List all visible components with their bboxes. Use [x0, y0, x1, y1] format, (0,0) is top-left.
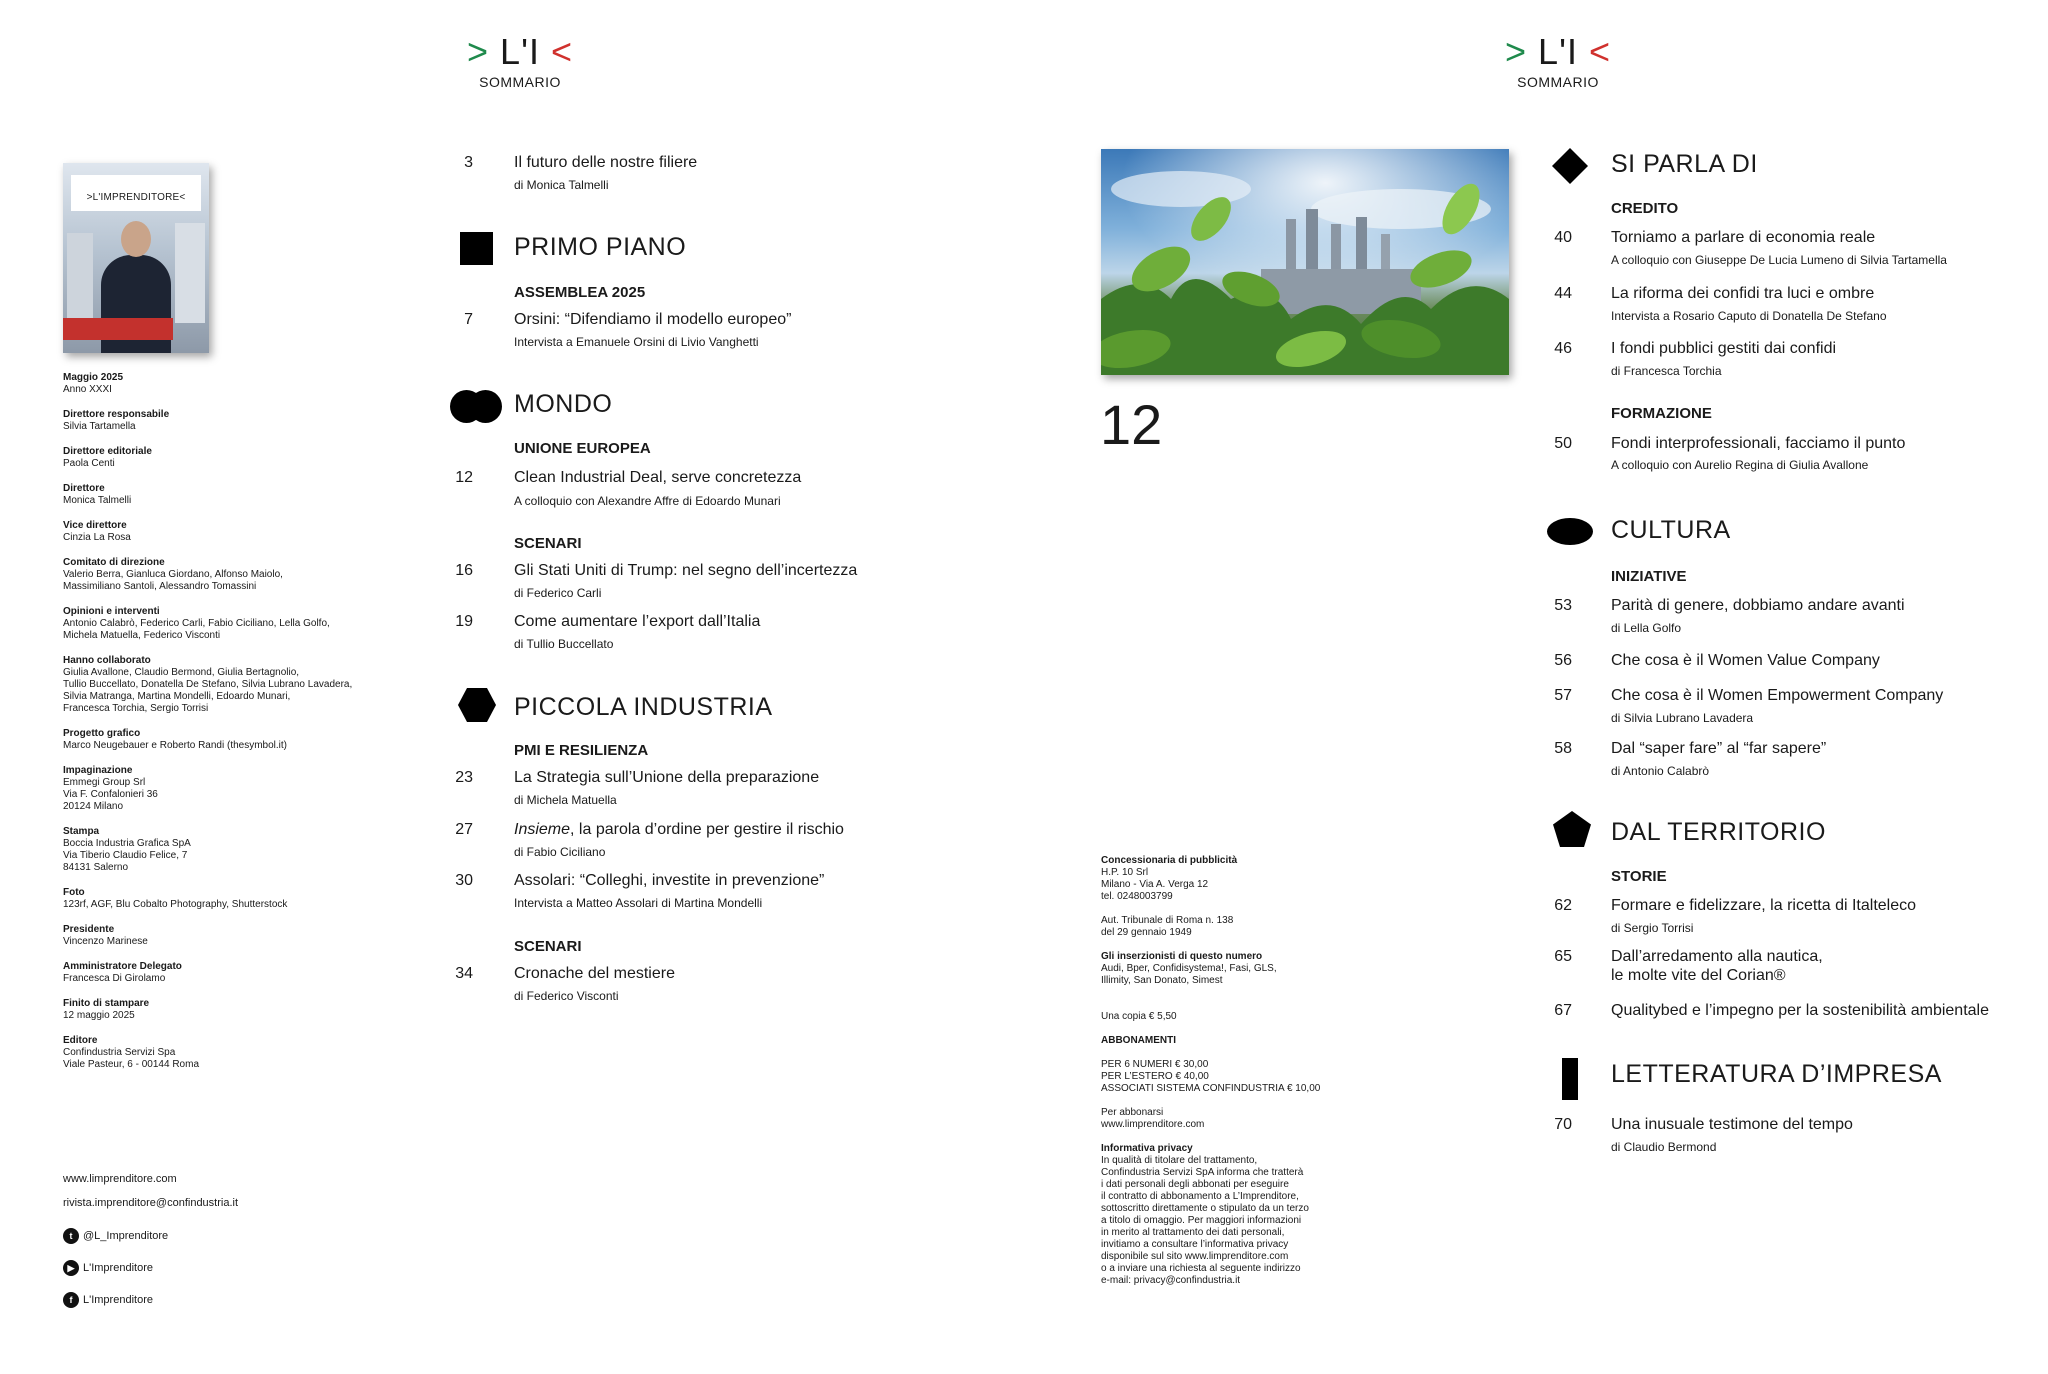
section-heading: CULTURA — [1611, 516, 1731, 544]
page-number: 46 — [1554, 340, 1572, 357]
colophon-entry — [63, 887, 383, 911]
colophon-entry — [63, 557, 383, 593]
colophon-entry — [63, 606, 383, 642]
article-title[interactable]: Torniamo a parlare di economia reale — [1611, 229, 1876, 246]
page-number: 53 — [1554, 597, 1572, 614]
article-title[interactable]: Assolari: “Colleghi, investite in prevenzione” — [514, 872, 825, 889]
logo-left — [460, 32, 580, 90]
colophon-entry-text: 12 maggio 2025 — [63, 1010, 135, 1021]
article-byline: di Fabio Ciciliano — [514, 845, 606, 859]
page-number: 16 — [455, 562, 473, 579]
imprint-entry-label: Informativa privacy — [1101, 1143, 1193, 1154]
cover-title: >L'IMPRENDITORE< — [71, 175, 201, 211]
facebook-link[interactable]: f L'Imprenditore — [63, 1284, 238, 1316]
colophon-entry-label: Comitato di direzione — [63, 557, 165, 568]
colophon-entry — [63, 998, 383, 1022]
imprint-entry-text: Aut. Tribunale di Roma n. 138 del 29 gennaio 1949 — [1101, 915, 1234, 938]
category-label: INIZIATIVE — [1611, 568, 1687, 585]
facebook-icon: f — [63, 1292, 79, 1308]
cover-banner — [63, 318, 173, 340]
category-label: UNIONE EUROPEA — [514, 440, 651, 457]
article-byline: di Michela Matuella — [514, 793, 617, 807]
factory-leaves-illustration — [1101, 149, 1509, 375]
colophon-entry-label: Maggio 2025 — [63, 372, 124, 383]
page-number: 50 — [1554, 435, 1572, 452]
colophon-entry — [63, 483, 383, 507]
imprint-entry — [1101, 915, 1361, 939]
colophon-entry-label: Hanno collaborato — [63, 655, 151, 666]
colophon-entry-label: Finito di stampare — [63, 998, 150, 1009]
cover-building — [67, 233, 93, 323]
feature-page-number: 12 — [1100, 393, 1163, 456]
colophon-entry-text: Valerio Berra, Gianluca Giordano, Alfonso Maiolo, Massimiliano Santoli, Alessandro Tomassini — [63, 569, 283, 592]
category-label: FORMAZIONE — [1611, 405, 1712, 422]
imprint-entry-label: Gli inserzionisti di questo numero — [1101, 951, 1263, 962]
pentagon-icon — [1553, 811, 1591, 847]
twitter-icon: t — [63, 1228, 79, 1244]
colophon-entry — [63, 728, 383, 752]
colophon-entry-label: Direttore responsabile — [63, 409, 170, 420]
logo-subtitle: SOMMARIO — [479, 74, 561, 90]
article-title[interactable]: Gli Stati Uniti di Trump: nel segno dell’incertezza — [514, 562, 858, 579]
colophon-entry-text: Francesca Di Girolamo — [63, 973, 166, 984]
article-byline: di Tullio Buccellato — [514, 637, 614, 651]
page-number: 58 — [1554, 740, 1572, 757]
article-byline: A colloquio con Alexandre Affre di Edoardo Munari — [514, 494, 781, 508]
colophon-entry-label: Editore — [63, 1035, 98, 1046]
diamond-icon — [1552, 148, 1588, 184]
page-number: 40 — [1554, 229, 1572, 246]
imprint-entry — [1101, 951, 1361, 987]
ellipse-icon — [1547, 518, 1593, 545]
colophon-entry — [63, 826, 383, 874]
imprint-entry-label: ABBONAMENTI — [1101, 1035, 1176, 1046]
page-number: 34 — [455, 965, 473, 982]
imprint-entry-text: In qualità di titolare del trattamento, Confindustria Servizi SpA informa che tratterà i dati personali degli abbonati per eseguire il contratto di abbonamento a L’Imprenditore, sottoscritto direttamente o stipulato da un terzo a titolo di omaggio. Per maggiori informazioni in merito al trattamento dei dati personali, invitiamo a consultare l’informativa privacy disponibile sul sito www.limprenditore.com o a inviare una richiesta al seguente indirizzo e-mail: privacy@confindustria.it — [1101, 1155, 1309, 1286]
colophon-entry-text: Marco Neugebauer e Roberto Randi (thesymbol.it) — [63, 740, 287, 751]
article-byline: di Federico Visconti — [514, 989, 619, 1003]
imprint-entry-text: Una copia € 5,50 — [1101, 1011, 1177, 1022]
page-number: 7 — [464, 311, 473, 328]
article-byline: di Monica Talmelli — [514, 178, 609, 192]
colophon-entry-label: Opinioni e interventi — [63, 606, 160, 617]
imprint-entry-text: Per abbonarsi www.limprenditore.com — [1101, 1107, 1205, 1130]
article-title[interactable]: Come aumentare l’export dall’Italia — [514, 613, 761, 630]
article-title[interactable]: Che cosa è il Women Empowerment Company — [1611, 687, 1944, 704]
colophon-entry-text: Giulia Avallone, Claudio Bermond, Giulia Bertagnolio, Tullio Buccellato, Donatella De Stefano, Silvia Lubrano Lavadera, Silvia Matranga, Martina Mondelli, Edoardo Munari, Francesca Torchia, Sergio Torrisi — [63, 667, 353, 714]
article-title[interactable]: Che cosa è il Women Value Company — [1611, 652, 1880, 669]
page-number: 3 — [464, 154, 473, 171]
page-number: 19 — [455, 613, 473, 630]
imprint-entry-text: Audi, Bper, Confidisystema!, Fasi, GLS, Illimity, San Donato, Simest — [1101, 963, 1277, 986]
imprint-entry — [1101, 1107, 1361, 1131]
colophon-entry-label: Direttore editoriale — [63, 446, 152, 457]
article-byline: Intervista a Rosario Caputo di Donatella De Stefano — [1611, 309, 1887, 323]
article-title-line2[interactable]: le molte vite del Corian® — [1611, 967, 1786, 984]
imprint-entry — [1101, 855, 1361, 903]
email-link[interactable]: rivista.imprenditore@confindustria.it — [63, 1197, 239, 1209]
contacts — [63, 1172, 238, 1316]
section-heading: SI PARLA DI — [1611, 150, 1758, 178]
page-number: 62 — [1554, 897, 1572, 914]
bar-icon — [1562, 1058, 1578, 1100]
page-number: 67 — [1554, 1002, 1572, 1019]
page-number: 23 — [455, 769, 473, 786]
article-title[interactable]: La Strategia sull’Unione della preparazione — [514, 769, 820, 786]
article-byline: di Claudio Bermond — [1611, 1140, 1717, 1154]
colophon-entry-label: Impaginazione — [63, 765, 133, 776]
article-title[interactable]: Orsini: “Difendiamo il modello europeo” — [514, 311, 792, 328]
article-byline: di Silvia Lubrano Lavadera — [1611, 711, 1754, 725]
colophon-entry-label: Vice direttore — [63, 520, 127, 531]
logo-right — [1498, 32, 1618, 90]
colophon-entry-text: Boccia Industria Grafica SpA Via Tiberio Claudio Felice, 7 84131 Salerno — [63, 838, 191, 873]
article-title[interactable]: Dal “saper fare” al “far sapere” — [1611, 740, 1827, 757]
imprint — [1101, 855, 1361, 1299]
section-heading: MONDO — [514, 390, 613, 418]
colophon-entry — [63, 655, 383, 715]
section-heading: PICCOLA INDUSTRIA — [514, 693, 773, 721]
article-title[interactable]: Formare e fidelizzare, la ricetta di Italteleco — [1611, 897, 1917, 914]
article-title[interactable]: Il futuro delle nostre filiere — [514, 154, 698, 171]
colophon-entry — [63, 961, 383, 985]
imprint-entry — [1101, 1143, 1361, 1287]
colophon-entry-text: Cinzia La Rosa — [63, 532, 131, 543]
colophon-entry-label: Stampa — [63, 826, 100, 837]
category-label: ASSEMBLEA 2025 — [514, 284, 646, 301]
colophon-entry-label: Amministratore Delegato — [63, 961, 182, 972]
colophon-entry-text: Monica Talmelli — [63, 495, 132, 506]
imprint-entry-label: Concessionaria di pubblicità — [1101, 855, 1238, 866]
square-icon — [460, 232, 493, 265]
colophon-entry — [63, 446, 383, 470]
colophon-entry-text: Vincenzo Marinese — [63, 936, 148, 947]
page-number: 57 — [1554, 687, 1572, 704]
youtube-link[interactable]: ▶ L'Imprenditore — [63, 1252, 238, 1284]
colophon-entry-text: Confindustria Servizi Spa Viale Pasteur, 6 - 00144 Roma — [63, 1047, 200, 1070]
page-number: 30 — [455, 872, 473, 889]
page-number: 65 — [1554, 948, 1572, 965]
section-heading: LETTERATURA D’IMPRESA — [1611, 1060, 1942, 1088]
article-byline: A colloquio con Giuseppe De Lucia Lumeno di Silvia Tartamella — [1611, 253, 1947, 267]
category-label: SCENARI — [514, 535, 582, 552]
article-byline: di Francesca Torchia — [1611, 364, 1722, 378]
article-title[interactable]: Parità di genere, dobbiamo andare avanti — [1611, 597, 1905, 614]
article-byline: Intervista a Emanuele Orsini di Livio Vanghetti — [514, 335, 759, 349]
category-label: PMI E RESILIENZA — [514, 742, 649, 759]
magazine-cover — [63, 163, 209, 353]
logo-mark: > L'I < — [467, 31, 573, 72]
imprint-entry — [1101, 1035, 1361, 1095]
page-number: 27 — [455, 821, 473, 838]
two-circles-icon — [450, 390, 502, 424]
category-label: SCENARI — [514, 938, 582, 955]
article-title[interactable]: Una inusuale testimone del tempo — [1611, 1116, 1853, 1133]
colophon-entry — [63, 520, 383, 544]
youtube-icon: ▶ — [63, 1260, 79, 1276]
section-heading: DAL TERRITORIO — [1611, 818, 1826, 846]
colophon — [63, 372, 383, 1084]
category-label: STORIE — [1611, 868, 1667, 885]
article-title[interactable]: La riforma dei confidi tra luci e ombre — [1611, 285, 1875, 302]
colophon-entry-text: Emmegi Group Srl Via F. Confalonieri 36 20124 Milano — [63, 777, 158, 812]
article-byline: di Sergio Torrisi — [1611, 921, 1694, 935]
article-title[interactable]: Clean Industrial Deal, serve concretezza — [514, 469, 802, 486]
imprint-entry — [1101, 999, 1361, 1023]
twitter-link[interactable]: t @L_Imprenditore — [63, 1220, 238, 1252]
colophon-entry-text: Silvia Tartamella — [63, 421, 136, 432]
colophon-entry-text: Paola Centi — [63, 458, 115, 469]
colophon-entry — [63, 409, 383, 433]
article-title[interactable]: Qualitybed e l’impegno per la sostenibilità ambientale — [1611, 1002, 1989, 1019]
page-number: 44 — [1554, 285, 1572, 302]
category-label: CREDITO — [1611, 200, 1679, 217]
colophon-entry-label: Presidente — [63, 924, 115, 935]
colophon-entry-text: 123rf, AGF, Blu Cobalto Photography, Shutterstock — [63, 899, 288, 910]
colophon-entry-text: Anno XXXI — [63, 384, 112, 395]
page-number: 70 — [1554, 1116, 1572, 1133]
imprint-entry-text: H.P. 10 Srl Milano - Via A. Verga 12 tel. 0248003799 — [1101, 867, 1209, 902]
article-title[interactable]: I fondi pubblici gestiti dai confidi — [1611, 340, 1837, 357]
colophon-entry-label: Foto — [63, 887, 85, 898]
cover-building — [175, 223, 205, 323]
logo-subtitle: SOMMARIO — [1517, 74, 1599, 90]
hexagon-icon — [458, 688, 496, 722]
section-heading: PRIMO PIANO — [514, 233, 687, 261]
page-number: 56 — [1554, 652, 1572, 669]
article-title[interactable]: Cronache del mestiere — [514, 965, 675, 982]
article-byline: di Federico Carli — [514, 586, 602, 600]
colophon-entry — [63, 924, 383, 948]
colophon-entry — [63, 765, 383, 813]
article-title[interactable]: Dall’arredamento alla nautica, — [1611, 948, 1823, 965]
colophon-entry-text: Antonio Calabrò, Federico Carli, Fabio Ciciliano, Lella Golfo, Michela Matuella, Federico Visconti — [63, 618, 330, 641]
website-link[interactable]: www.limprenditore.com — [63, 1173, 177, 1185]
article-title[interactable]: Insieme, la parola d’ordine per gestire il rischio — [514, 821, 844, 838]
imprint-entry-text: PER 6 NUMERI € 30,00 PER L’ESTERO € 40,00 ASSOCIATI SISTEMA CONFINDUSTRIA € 10,00 — [1101, 1059, 1321, 1094]
colophon-entry — [63, 1035, 383, 1071]
article-byline: Intervista a Matteo Assolari di Martina Mondelli — [514, 896, 763, 910]
logo-mark: > L'I < — [1505, 31, 1611, 72]
colophon-entry-label: Progetto grafico — [63, 728, 141, 739]
colophon-entry — [63, 372, 383, 396]
page-number: 12 — [455, 469, 473, 486]
article-title[interactable]: Fondi interprofessionali, facciamo il punto — [1611, 435, 1906, 452]
feature-photo[interactable] — [1101, 149, 1509, 375]
article-byline: A colloquio con Aurelio Regina di Giulia Avallone — [1611, 458, 1869, 472]
article-byline: di Antonio Calabrò — [1611, 764, 1710, 778]
colophon-entry-label: Direttore — [63, 483, 105, 494]
article-byline: di Lella Golfo — [1611, 621, 1682, 635]
